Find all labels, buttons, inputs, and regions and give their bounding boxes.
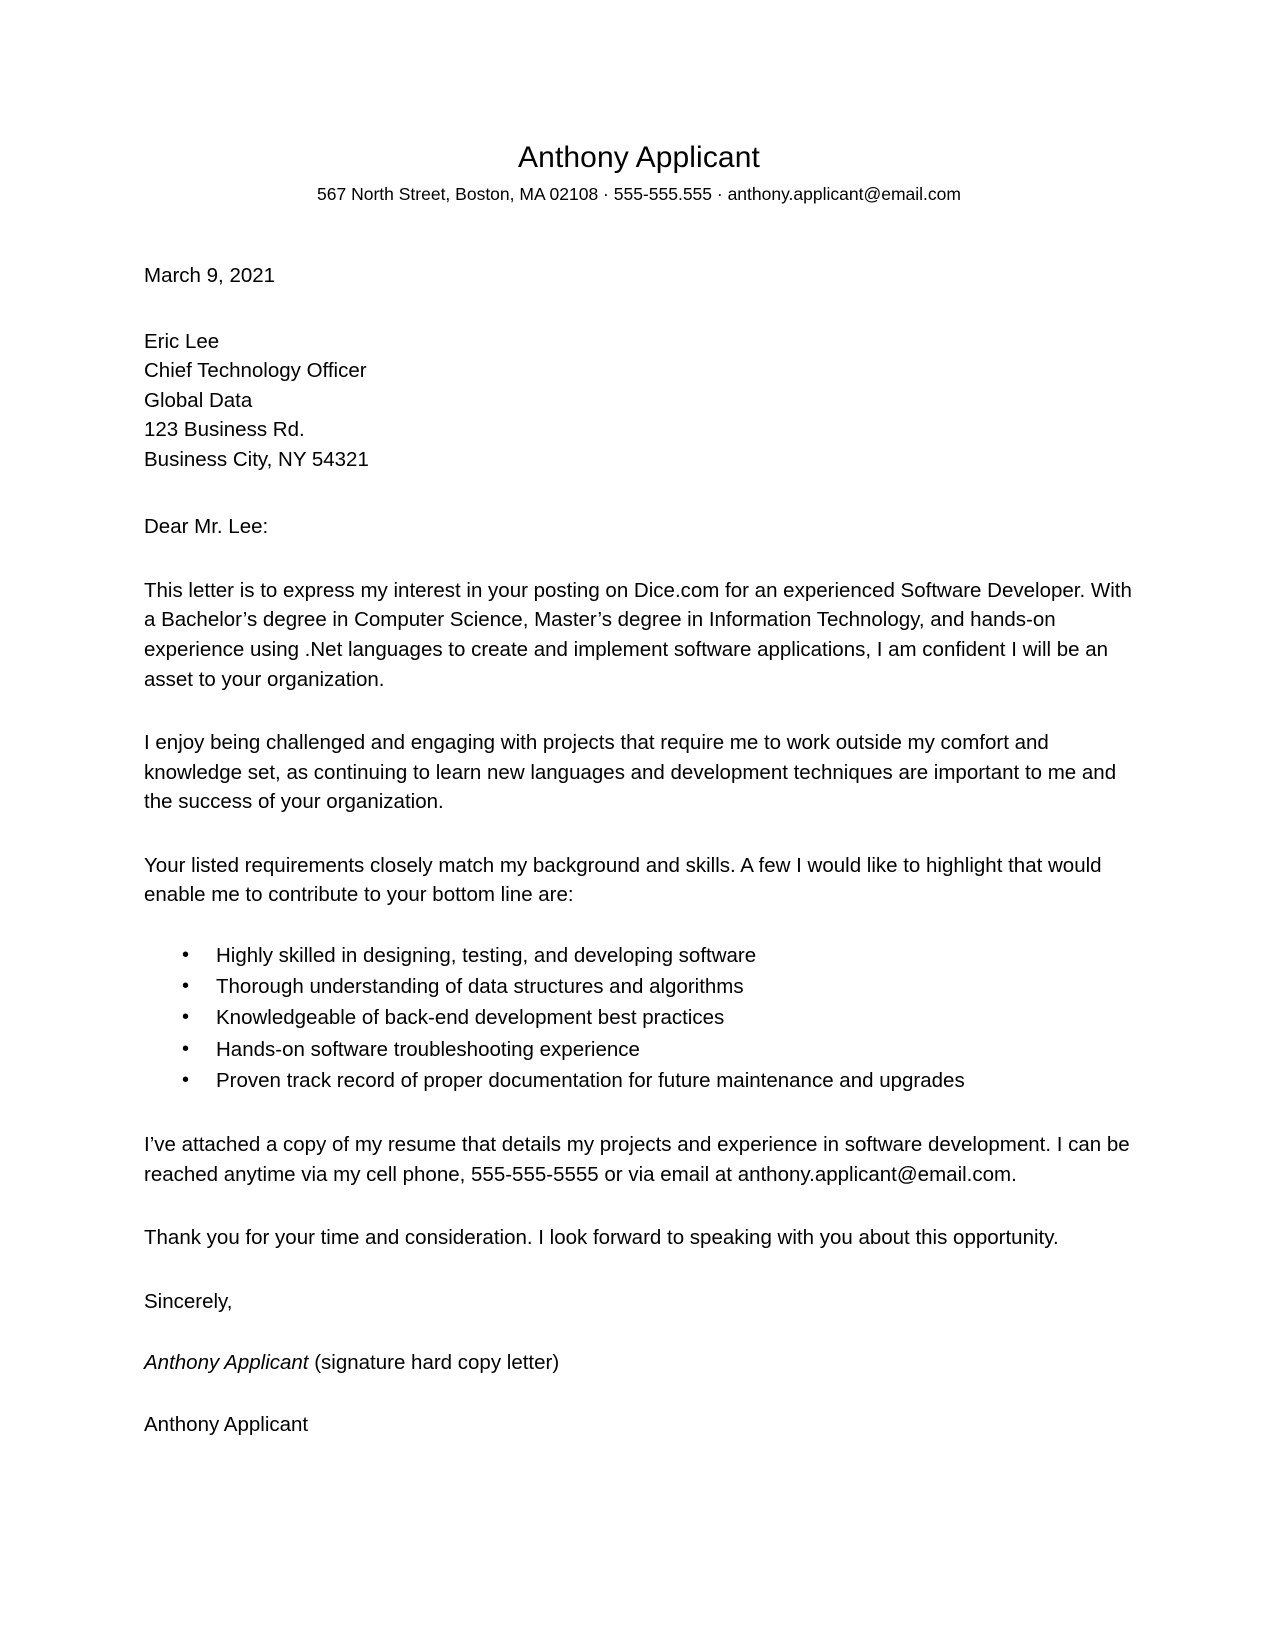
- list-item-label: Knowledgeable of back-end development best practices: [216, 1006, 725, 1030]
- recipient-company: Global Data: [144, 388, 253, 412]
- bullet-icon: •: [182, 1069, 190, 1092]
- list-item-label: Proven track record of proper documentation for future maintenance and upgrades: [216, 1069, 965, 1093]
- signature-note: (signature hard copy letter): [308, 1351, 560, 1375]
- list-item: [144, 971, 1134, 1002]
- body-paragraph-2: I enjoy being challenged and engaging with projects that require me to work outside my comfort and knowledge set, as continuing to learn new languages and development techniques are important to me and the success of your organization.: [144, 731, 1117, 814]
- letter-date: March 9, 2021: [144, 264, 276, 288]
- qualifications-list: [144, 940, 1134, 1097]
- recipient-title: Chief Technology Officer: [144, 359, 367, 383]
- list-item-label: Hands-on software troubleshooting experience: [216, 1037, 640, 1061]
- bullet-icon: •: [182, 974, 190, 997]
- bullet-icon: •: [182, 943, 190, 966]
- bullet-icon: •: [182, 1037, 190, 1060]
- body-paragraph-4: I’ve attached a copy of my resume that details my projects and experience in software development. I can be reached anytime via my cell phone, 555-555-5555 or via email at anthony.applicant@email.com.: [144, 1133, 1130, 1186]
- list-item: [144, 940, 1134, 971]
- recipient-street: 123 Business Rd.: [144, 418, 305, 442]
- salutation: Dear Mr. Lee:: [144, 515, 269, 539]
- list-item: [144, 1002, 1134, 1033]
- list-item: [144, 1065, 1134, 1096]
- recipient-name: Eric Lee: [144, 329, 220, 353]
- list-item: [144, 1034, 1134, 1065]
- recipient-address-block: [144, 327, 1134, 475]
- body-paragraph-1: This letter is to express my interest in your posting on Dice.com for an experienced Software Developer. With a Bachelor’s degree in Computer Science, Master’s degree in Information Technology, and hands-on experience using .Net languages to create and implement software applications, I am confident I will be an asset to your organization.: [144, 578, 1132, 691]
- typed-sender-name: Anthony Applicant: [144, 1412, 309, 1436]
- sender-contact-line: 567 North Street, Boston, MA 02108 · 555-555.555 · anthony.applicant@email.com: [317, 183, 961, 204]
- body-paragraph-5: Thank you for your time and consideration. I look forward to speaking with you about this opportunity.: [144, 1226, 1059, 1250]
- handwritten-signature: Anthony Applicant: [144, 1351, 309, 1375]
- letter-content: [144, 140, 1134, 1439]
- sender-name: Anthony Applicant: [518, 141, 760, 174]
- list-item-label: Highly skilled in designing, testing, and developing software: [216, 943, 757, 967]
- signature-line: [144, 1348, 1134, 1378]
- bullet-icon: •: [182, 1006, 190, 1029]
- body-paragraph-3: Your listed requirements closely match my background and skills. A few I would like to highlight that would enable me to contribute to your bottom line are:: [144, 853, 1102, 907]
- letterhead: [144, 140, 1134, 205]
- list-item-label: Thorough understanding of data structures and algorithms: [216, 974, 744, 998]
- recipient-city-state-zip: Business City, NY 54321: [144, 447, 369, 471]
- valediction: Sincerely,: [144, 1289, 233, 1313]
